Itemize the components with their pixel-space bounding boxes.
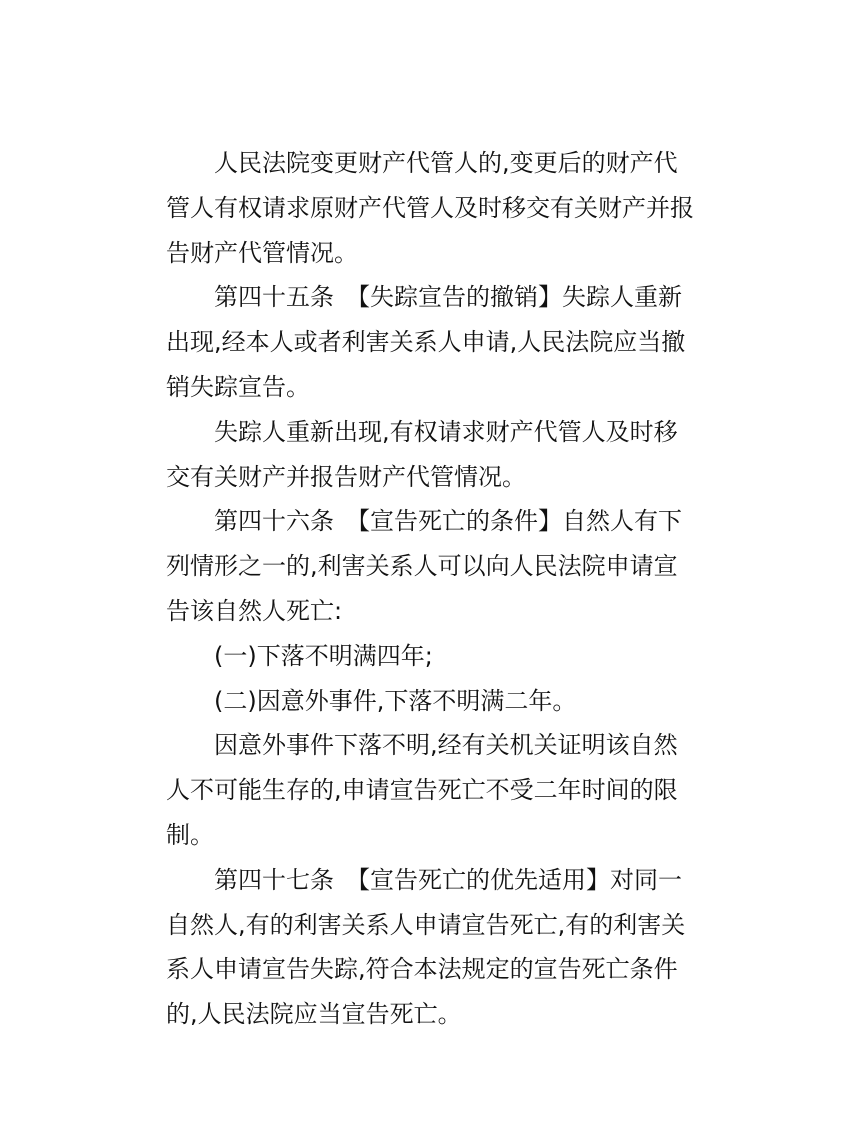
document-page: [166, 141, 696, 1037]
paragraph-property-custodian-change: 人民法院变更财产代管人的,变更后的财产代管人有权请求原财产代管人及时移交有关财产并报告财产代管情况。: [166, 149, 694, 267]
paragraph-article-45: 第四十五条 【失踪宣告的撤销】失踪人重新出现,经本人或者利害关系人申请,人民法院应当撤销失踪宣告。: [166, 283, 686, 401]
paragraph-accident-exception: 因意外事件下落不明,经有关机关证明该自然人不可能生存的,申请宣告死亡不受二年时间的限制。: [166, 731, 678, 849]
paragraph-condition-2: (二)因意外事件,下落不明满二年。: [214, 686, 577, 715]
paragraph-missing-person-reappears: 失踪人重新出现,有权请求财产代管人及时移交有关财产并报告财产代管情况。: [166, 417, 678, 491]
paragraph-article-46: 第四十六条 【宣告死亡的条件】自然人有下列情形之一的,利害关系人可以向人民法院申请宣告该自然人死亡:: [166, 507, 682, 625]
paragraph-article-47: 第四十七条 【宣告死亡的优先适用】对同一自然人,有的利害关系人申请宣告死亡,有的利害关系人申请宣告失踪,符合本法规定的宣告死亡条件的,人民法院应当宣告死亡。: [166, 865, 686, 1029]
paragraph-condition-1: (一)下落不明满四年;: [214, 641, 433, 670]
